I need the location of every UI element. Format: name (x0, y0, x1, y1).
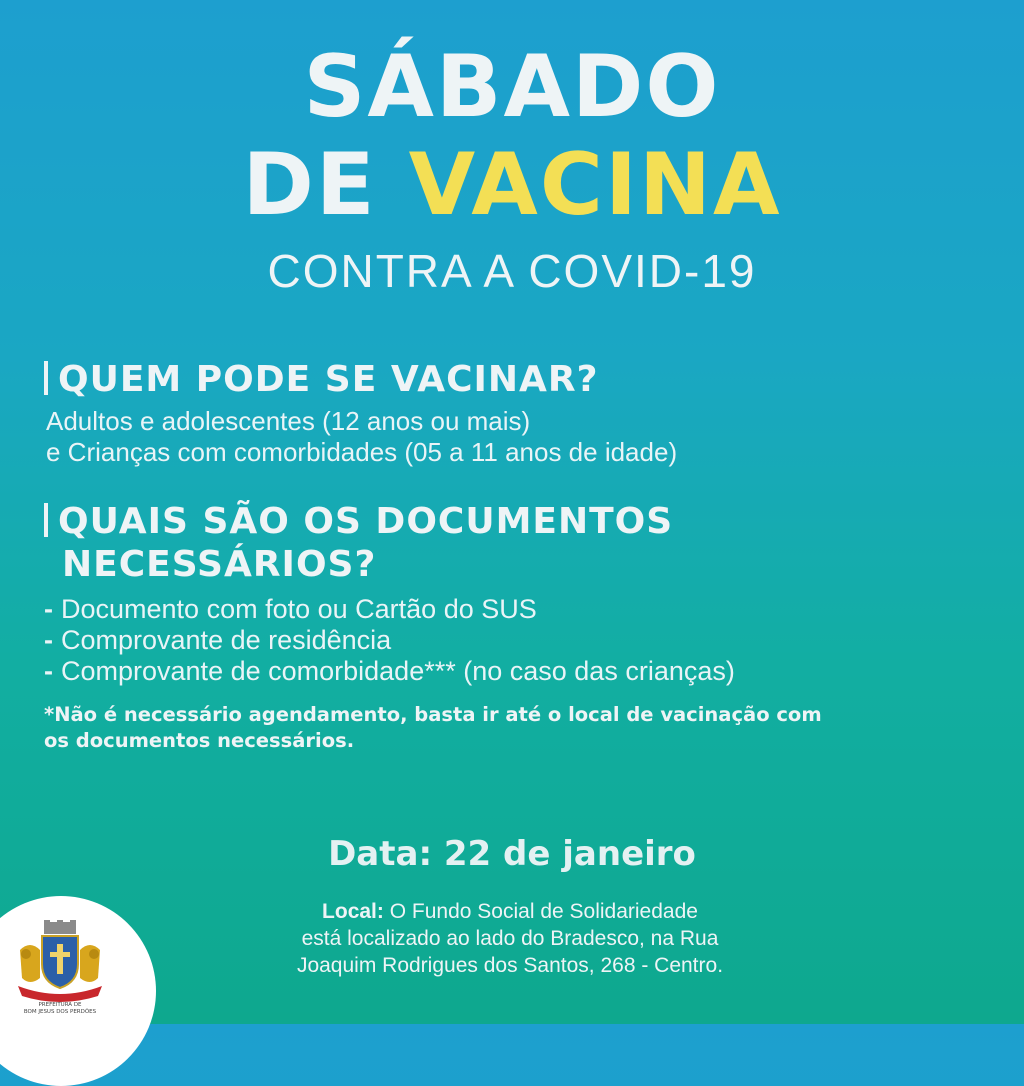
title-de: DE (242, 135, 377, 235)
title-de-vacina (0, 135, 1024, 235)
note: *Não é necessário agendamento, basta ir até o local de vacinação com os documentos necessários. (44, 703, 822, 752)
heading-text-line2: NECESSÁRIOS? (62, 544, 377, 586)
local-label: Local: (322, 900, 384, 923)
section1-line: e Crianças com comorbidades (05 a 11 anos de idade) (46, 437, 678, 467)
heading-text: QUEM PODE SE VACINAR? (58, 359, 599, 400)
heading-text: QUAIS SÃO OS DOCUMENTOS (58, 501, 674, 542)
date-label: Data: (328, 834, 433, 874)
local-line: Joaquim Rodrigues dos Santos, 268 - Centro. (296, 954, 724, 977)
date (0, 834, 1024, 874)
coat-of-arms-icon (6, 920, 114, 1006)
local-line: está localizado ao lado do Bradesco, na Rua (301, 927, 719, 950)
heading-bar (44, 503, 48, 537)
logo-caption: PREFEITURA DE BOM JESUS DOS PERDÕES (23, 1002, 97, 1015)
section1-text (46, 406, 677, 468)
heading-bar (44, 361, 48, 395)
local (160, 898, 860, 979)
subtitle: CONTRA A COVID-19 (267, 245, 757, 297)
list-item: - Comprovante de comorbidade*** (no caso das crianças) (44, 656, 735, 686)
documents-list (44, 594, 735, 687)
title-sabado: SÁBADO (303, 37, 721, 137)
title-vacina: VACINA (408, 135, 782, 235)
section1-line: Adultos e adolescentes (12 anos ou mais) (46, 406, 531, 436)
section-heading-documentos (44, 500, 673, 586)
date-value: 22 de janeiro (443, 834, 696, 874)
list-item: - Comprovante de residência (44, 625, 392, 655)
local-line: O Fundo Social de Solidariedade (389, 900, 698, 923)
list-item: - Documento com foto ou Cartão do SUS (44, 594, 537, 624)
section-heading-quem (44, 358, 599, 401)
